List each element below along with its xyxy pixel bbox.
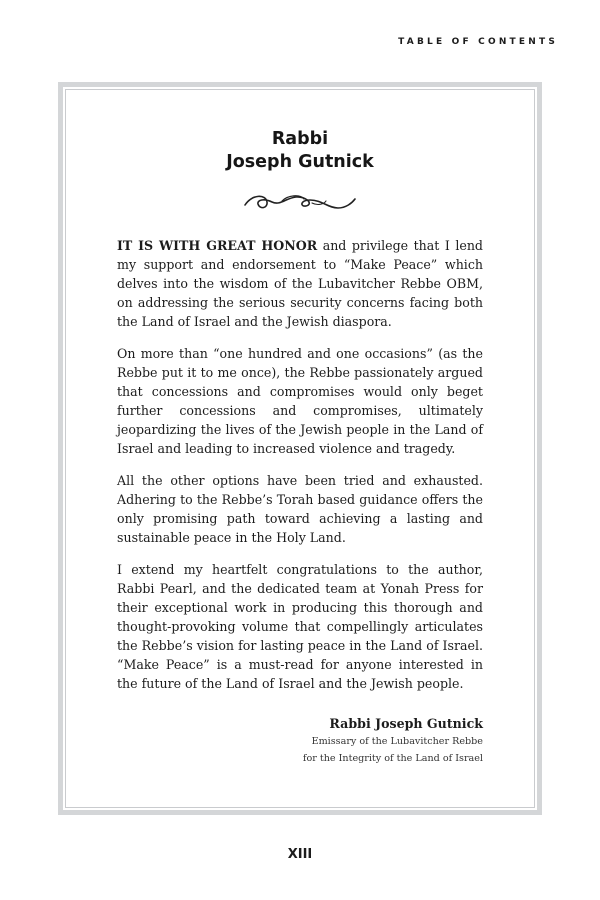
scroll-flourish-icon [242,188,358,216]
signature-title-line-2: for the Integrity of the Land of Israel [302,753,483,764]
paragraph-3: All the other options have been tried and exhausted. Adhering to the Rebbe’s Torah based guidance offers the only promising path toward achieving a lasting and sustainable peace in the Holy Land. [117,473,483,545]
title-line-2: Joseph Gutnick [226,152,374,172]
title-line-1: Rabbi [271,129,329,149]
signature-name: Rabbi Joseph Gutnick [329,716,483,731]
signature-block [183,714,483,767]
page-number: XIII [287,847,313,862]
paragraph-2: On more than “one hundred and one occasions” (as the Rebbe put it to me once), the Rebbe passionately argued that concessions and compromises would only beget further concessions and compromises, ultimately jeopardizing the lives of the Jewish people in the Land of Israel and leading to increased violence and tragedy. [117,346,483,456]
paragraph-1-text: and privilege that I lend my support and endorsement to “Make Peace” which delves into the wisdom of the Lubavitcher Rebbe OBM, on addressing the serious security concerns facing both the Land of Israel and the Jewish diaspora. [117,238,483,329]
paragraph-1 [117,236,483,331]
running-head: TABLE OF CONTENTS [398,37,558,47]
paragraph-lead-in: IT IS WITH GREAT HONOR [117,238,318,253]
paragraph-4: I extend my heartfelt congratulations to the author, Rabbi Pearl, and the dedicated team at Yonah Press for their exceptional work in producing this thorough and thought-provoking volume that compellingly articulates the Rebbe’s vision for lasting peace in the Land of Israel. “Make Peace” is a must-read for anyone interested in the future of the Land of Israel and the Jewish people. [117,562,483,691]
letter-body [117,236,483,706]
page-title [0,128,600,174]
signature-title-line-1: Emissary of the Lubavitcher Rebbe [311,736,483,747]
